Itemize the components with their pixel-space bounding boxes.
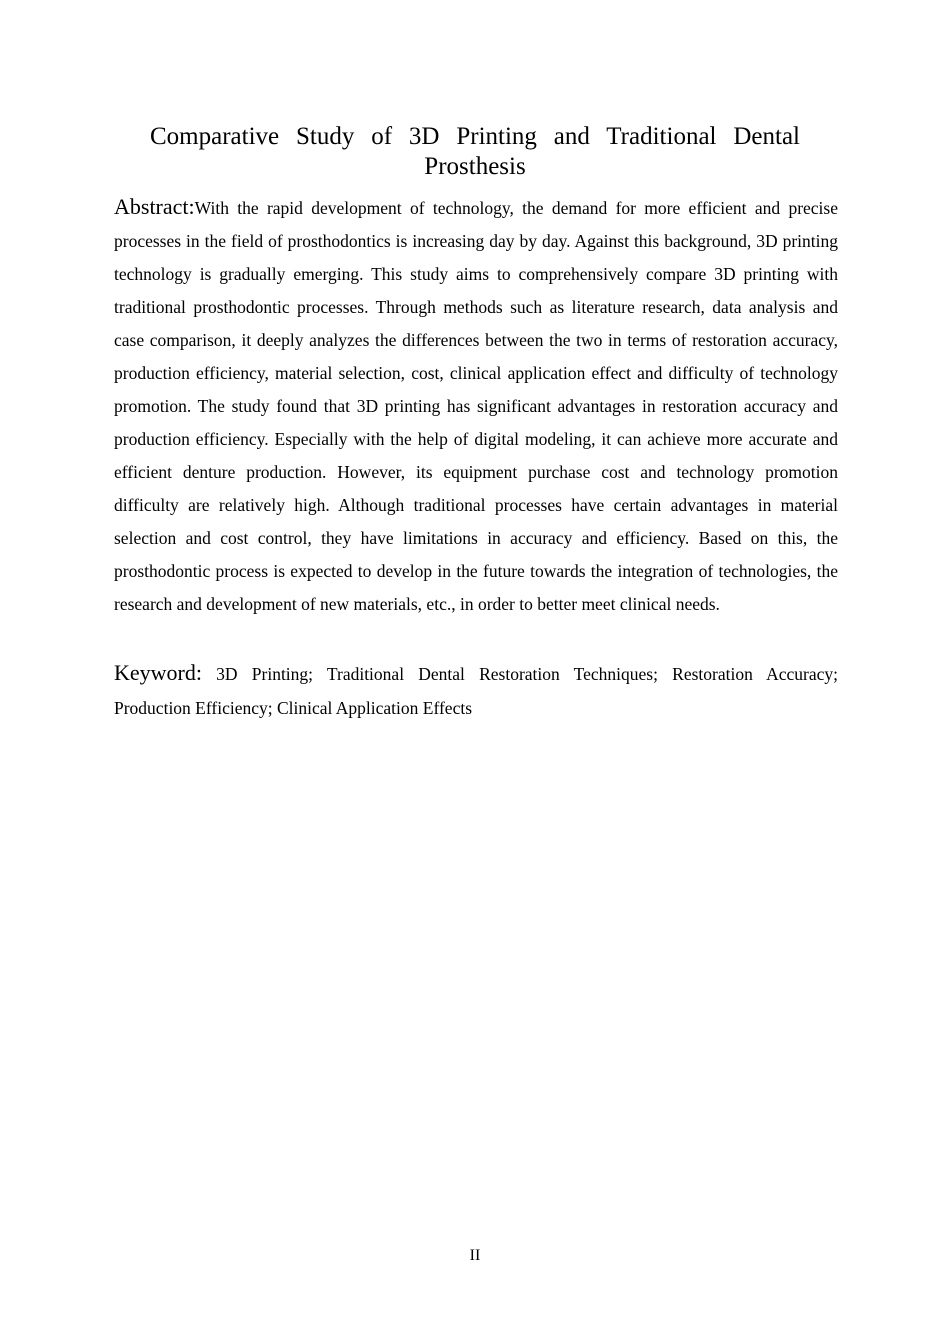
document-title: Comparative Study of 3D Printing and Traditional Dental Prosthesis (150, 123, 800, 180)
keyword-label: Keyword: (114, 660, 202, 685)
abstract-label: Abstract: (114, 194, 195, 219)
page-number: II (469, 1247, 481, 1264)
abstract-paragraph (114, 190, 838, 621)
keyword-text: 3D Printing; Traditional Dental Restoration Techniques; Restoration Accuracy; Production Efficiency; Clinical Application Effects (114, 664, 838, 718)
abstract-text: With the rapid development of technology, the demand for more efficient and precise processes in the field of prosthodontics is increasing day by day. Against this background, 3D printing technology is gradually emerging. This study aims to comprehensively compare 3D printing with traditional prosthodontic processes. Through methods such as literature research, data analysis and case comparison, it deeply analyzes the differences between the two in terms of restoration accuracy, production efficiency, material selection, cost, clinical application effect and difficulty of technology promotion. The study found that 3D printing has significant advantages in restoration accuracy and production efficiency. Especially with the help of digital modeling, it can achieve more accurate and efficient denture production. However, its equipment purchase cost and technology promotion difficulty are relatively high. Although traditional processes have certain advantages in material selection and cost control, they have limitations in accuracy and efficiency. Based on this, the prosthodontic process is expected to develop in the future towards the integration of technologies, the research and development of new materials, etc., in order to better meet clinical needs. (114, 198, 838, 614)
keywords-paragraph (114, 656, 838, 725)
